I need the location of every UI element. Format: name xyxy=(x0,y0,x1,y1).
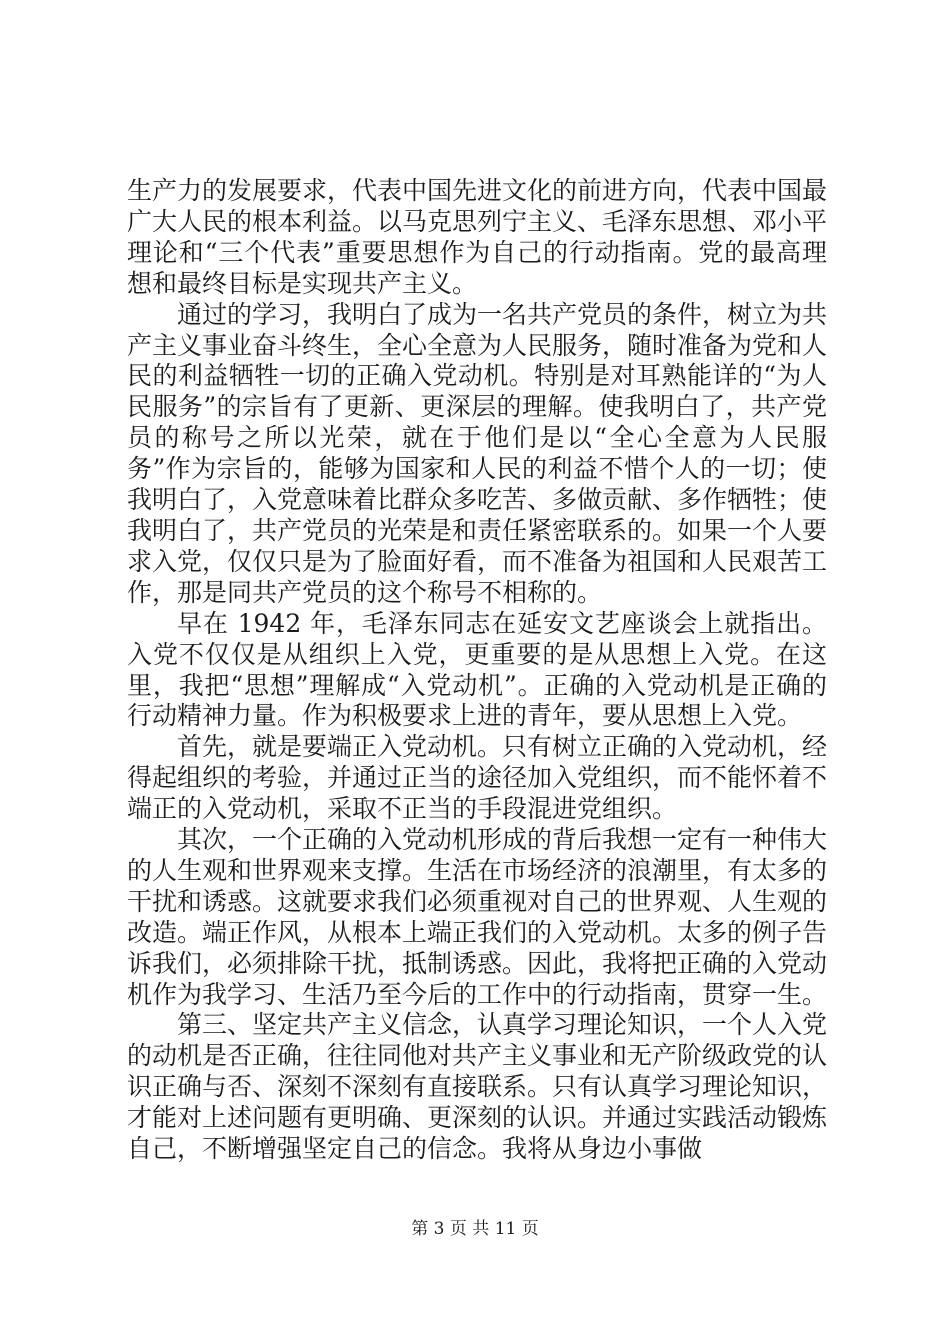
paragraph-5: 其次，一个正确的入党动机形成的背后我想一定有一种伟大的人生观和世界观来支撑。生活在市场经济的浪潮里，有太多的干扰和诱惑。这就要求我们必须重视对自己的世界观、人生观的改造。端正作风，从根本上端正我们的入党动机。太多的例子告诉我们，必须排除干扰，抵制诱惑。因此，我将把正确的入党动机作为我学习、生活乃至今后的工作中的行动指南，贯穿一生。 xyxy=(127,825,828,1009)
paragraph-3: 早在 1942 年，毛泽东同志在延安文艺座谈会上就指出。入党不仅仅是从组织上入党，更重要的是从思想上入党。在这里，我把“思想”理解成“入党动机”。正确的入党动机是正确的行动精神力量。作为积极要求上进的青年，要从思想上入党。 xyxy=(127,608,827,731)
paragraph-4: 首先，就是要端正入党动机。只有树立正确的入党动机，经得起组织的考验，并通过正当的途径加入党组织，而不能怀着不端正的入党动机，采取不正当的手段混进党组织。 xyxy=(127,732,828,824)
page-number-footer: 第 3 页 共 11 页 xyxy=(411,1219,539,1239)
paragraph-6: 第三、坚定共产主义信念，认真学习理论知识，一个人入党的动机是否正确，往往同他对共产主义事业和无产阶级政党的认识正确与否、深刻不深刻有直接联系。只有认真学习理论知识，才能对上述问题有更明确、更深刻的认识。并通过实践活动锻炼自己，不断增强坚定自己的信念。我将从身边小事做 xyxy=(127,1010,828,1164)
paragraph-2: 通过的学习，我明白了成为一名共产党员的条件，树立为共产主义事业奋斗终生，全心全意为人民服务，随时准备为党和人民的利益牺牲一切的正确入党动机。特别是对耳熟能详的“为人民服务”的宗旨有了更新、更深层的理解。使我明白了，共产党员的称号之所以光荣，就在于他们是以“全心全意为人民服务”作为宗旨的，能够为国家和人民的利益不惜个人的一切；使我明白了，入党意味着比群众多吃苦、多做贡献、多作牺牲；使我明白了，共产党员的光荣是和责任紧密联系的。如果一个人要求入党，仅仅只是为了脸面好看，而不准备为祖国和人民艰苦工作，那是同共产党员的这个称号不相称的。 xyxy=(127,299,828,607)
document-body xyxy=(127,176,827,1165)
paragraph-1: 生产力的发展要求，代表中国先进文化的前进方向，代表中国最广大人民的根本利益。以马克思列宁主义、毛泽东思想、邓小平理论和“三个代表”重要思想作为自己的行动指南。党的最高理想和最终目标是实现共产主义。 xyxy=(127,176,828,298)
